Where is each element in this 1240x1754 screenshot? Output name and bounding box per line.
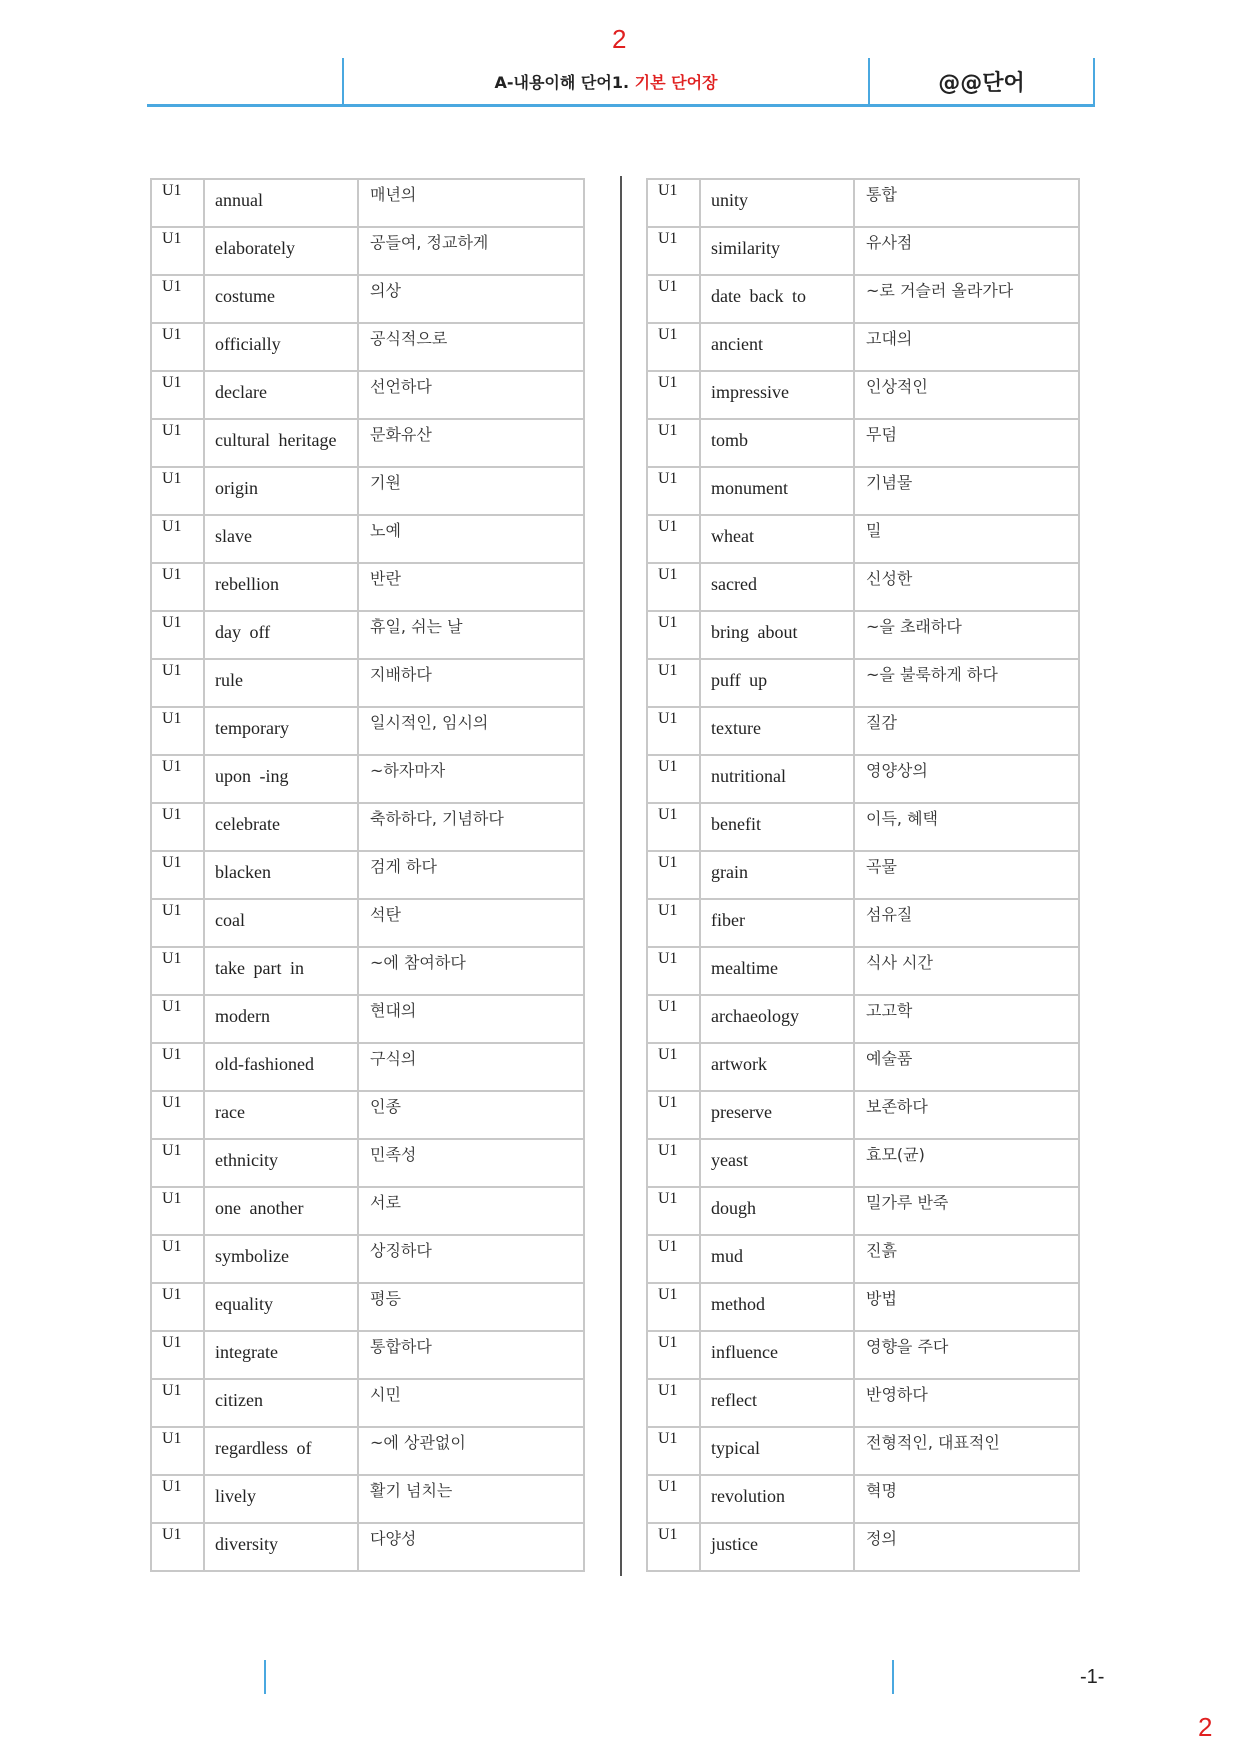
word-cell: yeast xyxy=(700,1139,854,1187)
unit-cell: U1 xyxy=(647,371,700,419)
word-cell: impressive xyxy=(700,371,854,419)
meaning-cell: 질감 xyxy=(854,707,1079,755)
word-cell: similarity xyxy=(700,227,854,275)
vocab-row xyxy=(647,1235,1079,1283)
meaning-cell: 전형적인, 대표적인 xyxy=(854,1427,1079,1475)
word-cell: origin xyxy=(204,467,358,515)
unit-cell: U1 xyxy=(151,179,204,227)
vocab-row xyxy=(647,1139,1079,1187)
brand-label: @@단어 xyxy=(938,71,1025,96)
word-cell: rebellion xyxy=(204,563,358,611)
unit-cell: U1 xyxy=(647,1379,700,1427)
unit-cell: U1 xyxy=(647,803,700,851)
unit-cell: U1 xyxy=(151,899,204,947)
word-cell: old-fashioned xyxy=(204,1043,358,1091)
unit-cell: U1 xyxy=(151,1283,204,1331)
word-cell: regardless of xyxy=(204,1427,358,1475)
word-cell: benefit xyxy=(700,803,854,851)
vocab-row xyxy=(151,995,584,1043)
vocab-row xyxy=(647,275,1079,323)
page-marker-top: 2 xyxy=(612,24,627,54)
word-cell: diversity xyxy=(204,1523,358,1571)
vocab-row xyxy=(151,1235,584,1283)
vocab-row xyxy=(647,1523,1079,1571)
unit-cell: U1 xyxy=(151,995,204,1043)
vocab-row xyxy=(647,515,1079,563)
word-cell: officially xyxy=(204,323,358,371)
meaning-cell: 검게 하다 xyxy=(358,851,584,899)
vocab-row xyxy=(151,1091,584,1139)
word-cell: citizen xyxy=(204,1379,358,1427)
unit-cell: U1 xyxy=(647,1091,700,1139)
unit-cell: U1 xyxy=(151,275,204,323)
unit-cell: U1 xyxy=(151,1523,204,1571)
meaning-cell: 방법 xyxy=(854,1283,1079,1331)
meaning-cell: 정의 xyxy=(854,1523,1079,1571)
vocab-row xyxy=(647,1379,1079,1427)
word-cell: take part in xyxy=(204,947,358,995)
meaning-cell: 시민 xyxy=(358,1379,584,1427)
word-cell: annual xyxy=(204,179,358,227)
unit-cell: U1 xyxy=(151,563,204,611)
meaning-cell: 영양상의 xyxy=(854,755,1079,803)
meaning-cell: 통합하다 xyxy=(358,1331,584,1379)
meaning-cell: 구식의 xyxy=(358,1043,584,1091)
word-cell: date back to xyxy=(700,275,854,323)
vocab-table-right xyxy=(646,178,1080,1572)
vocab-row xyxy=(647,803,1079,851)
vocab-row xyxy=(151,851,584,899)
vocab-row xyxy=(151,1187,584,1235)
unit-cell: U1 xyxy=(151,707,204,755)
word-cell: rule xyxy=(204,659,358,707)
word-cell: modern xyxy=(204,995,358,1043)
unit-cell: U1 xyxy=(647,323,700,371)
vocab-row xyxy=(647,995,1079,1043)
word-cell: archaeology xyxy=(700,995,854,1043)
vocab-row xyxy=(151,1331,584,1379)
vocab-row xyxy=(151,1427,584,1475)
unit-cell: U1 xyxy=(151,419,204,467)
unit-cell: U1 xyxy=(151,467,204,515)
word-cell: reflect xyxy=(700,1379,854,1427)
unit-cell: U1 xyxy=(647,1427,700,1475)
meaning-cell: 통합 xyxy=(854,179,1079,227)
unit-cell: U1 xyxy=(151,371,204,419)
unit-cell: U1 xyxy=(647,1283,700,1331)
vocab-row xyxy=(647,179,1079,227)
meaning-cell: 노예 xyxy=(358,515,584,563)
word-cell: symbolize xyxy=(204,1235,358,1283)
vocab-row xyxy=(151,611,584,659)
meaning-cell: 고고학 xyxy=(854,995,1079,1043)
unit-cell: U1 xyxy=(151,803,204,851)
unit-cell: U1 xyxy=(151,1427,204,1475)
meaning-cell: 보존하다 xyxy=(854,1091,1079,1139)
meaning-cell: 무덤 xyxy=(854,419,1079,467)
meaning-cell: 평등 xyxy=(358,1283,584,1331)
vocab-row xyxy=(151,899,584,947)
word-cell: dough xyxy=(700,1187,854,1235)
word-cell: mud xyxy=(700,1235,854,1283)
meaning-cell: 밀가루 반죽 xyxy=(854,1187,1079,1235)
word-cell: day off xyxy=(204,611,358,659)
unit-cell: U1 xyxy=(151,515,204,563)
word-cell: bring about xyxy=(700,611,854,659)
word-cell: wheat xyxy=(700,515,854,563)
unit-cell: U1 xyxy=(647,1139,700,1187)
meaning-cell: 인종 xyxy=(358,1091,584,1139)
meaning-cell: 일시적인, 임시의 xyxy=(358,707,584,755)
meaning-cell: 공들여, 정교하게 xyxy=(358,227,584,275)
unit-cell: U1 xyxy=(647,995,700,1043)
word-cell: coal xyxy=(204,899,358,947)
unit-cell: U1 xyxy=(647,659,700,707)
vocab-row xyxy=(151,755,584,803)
word-cell: cultural heritage xyxy=(204,419,358,467)
word-cell: elaborately xyxy=(204,227,358,275)
meaning-cell: 이득, 혜택 xyxy=(854,803,1079,851)
word-cell: method xyxy=(700,1283,854,1331)
word-cell: artwork xyxy=(700,1043,854,1091)
unit-cell: U1 xyxy=(151,1187,204,1235)
unit-cell: U1 xyxy=(151,755,204,803)
vocab-row xyxy=(647,1475,1079,1523)
meaning-cell: ~을 불룩하게 하다 xyxy=(854,659,1079,707)
vocab-row xyxy=(647,563,1079,611)
unit-cell: U1 xyxy=(647,275,700,323)
vocab-row xyxy=(647,371,1079,419)
vocab-row xyxy=(647,1331,1079,1379)
meaning-cell: 효모(균) xyxy=(854,1139,1079,1187)
vocab-row xyxy=(647,899,1079,947)
meaning-cell: ~로 거슬러 올라가다 xyxy=(854,275,1079,323)
meaning-cell: ~하자마자 xyxy=(358,755,584,803)
vocab-row xyxy=(151,419,584,467)
title-prefix: A-내용이해 단어1. xyxy=(494,73,635,92)
vocab-row xyxy=(151,563,584,611)
meaning-cell: 고대의 xyxy=(854,323,1079,371)
word-cell: integrate xyxy=(204,1331,358,1379)
document-header xyxy=(147,58,1095,107)
unit-cell: U1 xyxy=(647,1043,700,1091)
vocab-row xyxy=(647,227,1079,275)
word-cell: costume xyxy=(204,275,358,323)
meaning-cell: 서로 xyxy=(358,1187,584,1235)
vocab-row xyxy=(647,707,1079,755)
meaning-cell: 다양성 xyxy=(358,1523,584,1571)
meaning-cell: 혁명 xyxy=(854,1475,1079,1523)
word-cell: ethnicity xyxy=(204,1139,358,1187)
word-cell: texture xyxy=(700,707,854,755)
meaning-cell: 기념물 xyxy=(854,467,1079,515)
word-cell: equality xyxy=(204,1283,358,1331)
vocab-row xyxy=(151,1523,584,1571)
footer-page-number: -1- xyxy=(1080,1666,1105,1688)
meaning-cell: 석탄 xyxy=(358,899,584,947)
vocab-row xyxy=(647,611,1079,659)
word-cell: upon -ing xyxy=(204,755,358,803)
vocab-row xyxy=(151,323,584,371)
unit-cell: U1 xyxy=(151,1091,204,1139)
meaning-cell: 기원 xyxy=(358,467,584,515)
meaning-cell: 유사점 xyxy=(854,227,1079,275)
unit-cell: U1 xyxy=(647,851,700,899)
vocab-row xyxy=(647,467,1079,515)
word-cell: one another xyxy=(204,1187,358,1235)
footer-tick xyxy=(264,1660,266,1694)
word-cell: puff up xyxy=(700,659,854,707)
vocab-row xyxy=(151,515,584,563)
unit-cell: U1 xyxy=(647,947,700,995)
vocab-table-left xyxy=(150,178,585,1572)
meaning-cell: 곡물 xyxy=(854,851,1079,899)
page-marker-corner: 2 xyxy=(1198,1712,1213,1742)
unit-cell: U1 xyxy=(647,755,700,803)
vocab-row xyxy=(647,323,1079,371)
meaning-cell: 공식적으로 xyxy=(358,323,584,371)
unit-cell: U1 xyxy=(647,467,700,515)
word-cell: fiber xyxy=(700,899,854,947)
word-cell: slave xyxy=(204,515,358,563)
unit-cell: U1 xyxy=(151,1475,204,1523)
vocab-row xyxy=(151,1139,584,1187)
word-cell: temporary xyxy=(204,707,358,755)
vocab-row xyxy=(151,1475,584,1523)
unit-cell: U1 xyxy=(647,227,700,275)
vocab-row xyxy=(647,1427,1079,1475)
meaning-cell: 민족성 xyxy=(358,1139,584,1187)
unit-cell: U1 xyxy=(647,1331,700,1379)
vocab-row xyxy=(151,1283,584,1331)
unit-cell: U1 xyxy=(647,563,700,611)
word-cell: justice xyxy=(700,1523,854,1571)
vocab-row xyxy=(151,659,584,707)
meaning-cell: 축하하다, 기념하다 xyxy=(358,803,584,851)
vocab-row xyxy=(647,851,1079,899)
meaning-cell: 휴일, 쉬는 날 xyxy=(358,611,584,659)
vocab-row xyxy=(647,1187,1079,1235)
word-cell: race xyxy=(204,1091,358,1139)
meaning-cell: 식사 시간 xyxy=(854,947,1079,995)
word-cell: influence xyxy=(700,1331,854,1379)
unit-cell: U1 xyxy=(647,899,700,947)
unit-cell: U1 xyxy=(647,515,700,563)
unit-cell: U1 xyxy=(647,1523,700,1571)
meaning-cell: 지배하다 xyxy=(358,659,584,707)
unit-cell: U1 xyxy=(647,419,700,467)
unit-cell: U1 xyxy=(647,707,700,755)
word-cell: grain xyxy=(700,851,854,899)
meaning-cell: 의상 xyxy=(358,275,584,323)
vocab-row xyxy=(151,179,584,227)
vocab-row xyxy=(151,707,584,755)
unit-cell: U1 xyxy=(151,947,204,995)
footer-tick xyxy=(892,1660,894,1694)
vocab-row xyxy=(151,467,584,515)
meaning-cell: 매년의 xyxy=(358,179,584,227)
meaning-cell: ~에 상관없이 xyxy=(358,1427,584,1475)
unit-cell: U1 xyxy=(647,1187,700,1235)
meaning-cell: 반영하다 xyxy=(854,1379,1079,1427)
meaning-cell: 섬유질 xyxy=(854,899,1079,947)
unit-cell: U1 xyxy=(647,611,700,659)
unit-cell: U1 xyxy=(151,1235,204,1283)
meaning-cell: 반란 xyxy=(358,563,584,611)
meaning-cell: 문화유산 xyxy=(358,419,584,467)
unit-cell: U1 xyxy=(151,227,204,275)
meaning-cell: 인상적인 xyxy=(854,371,1079,419)
unit-cell: U1 xyxy=(647,179,700,227)
vocab-row xyxy=(647,755,1079,803)
meaning-cell: 신성한 xyxy=(854,563,1079,611)
document-title xyxy=(344,70,868,93)
unit-cell: U1 xyxy=(647,1235,700,1283)
vocab-row xyxy=(151,947,584,995)
word-cell: ancient xyxy=(700,323,854,371)
meaning-cell: ~에 참여하다 xyxy=(358,947,584,995)
header-divider xyxy=(1093,58,1095,104)
meaning-cell: 밀 xyxy=(854,515,1079,563)
vocab-row xyxy=(647,419,1079,467)
column-divider xyxy=(620,176,622,1576)
vocab-row xyxy=(647,1283,1079,1331)
unit-cell: U1 xyxy=(151,659,204,707)
vocab-row xyxy=(647,1043,1079,1091)
word-cell: sacred xyxy=(700,563,854,611)
vocab-row xyxy=(647,1091,1079,1139)
vocab-row xyxy=(151,275,584,323)
word-cell: mealtime xyxy=(700,947,854,995)
vocab-row xyxy=(647,659,1079,707)
unit-cell: U1 xyxy=(151,1139,204,1187)
title-accent: 기본 단어장 xyxy=(634,73,718,92)
vocab-row xyxy=(151,1043,584,1091)
unit-cell: U1 xyxy=(151,1331,204,1379)
unit-cell: U1 xyxy=(151,1379,204,1427)
unit-cell: U1 xyxy=(151,611,204,659)
unit-cell: U1 xyxy=(151,323,204,371)
meaning-cell: 진흙 xyxy=(854,1235,1079,1283)
word-cell: celebrate xyxy=(204,803,358,851)
word-cell: unity xyxy=(700,179,854,227)
word-cell: tomb xyxy=(700,419,854,467)
word-cell: typical xyxy=(700,1427,854,1475)
word-cell: declare xyxy=(204,371,358,419)
word-cell: monument xyxy=(700,467,854,515)
vocab-row xyxy=(151,371,584,419)
meaning-cell: 선언하다 xyxy=(358,371,584,419)
word-cell: lively xyxy=(204,1475,358,1523)
unit-cell: U1 xyxy=(647,1475,700,1523)
vocab-row xyxy=(151,803,584,851)
meaning-cell: 상징하다 xyxy=(358,1235,584,1283)
word-cell: preserve xyxy=(700,1091,854,1139)
word-cell: revolution xyxy=(700,1475,854,1523)
word-cell: blacken xyxy=(204,851,358,899)
meaning-cell: 활기 넘치는 xyxy=(358,1475,584,1523)
meaning-cell: 예술품 xyxy=(854,1043,1079,1091)
unit-cell: U1 xyxy=(151,1043,204,1091)
word-cell: nutritional xyxy=(700,755,854,803)
meaning-cell: ~을 초래하다 xyxy=(854,611,1079,659)
unit-cell: U1 xyxy=(151,851,204,899)
vocab-row xyxy=(151,1379,584,1427)
vocab-row xyxy=(647,947,1079,995)
meaning-cell: 현대의 xyxy=(358,995,584,1043)
vocab-row xyxy=(151,227,584,275)
meaning-cell: 영향을 주다 xyxy=(854,1331,1079,1379)
